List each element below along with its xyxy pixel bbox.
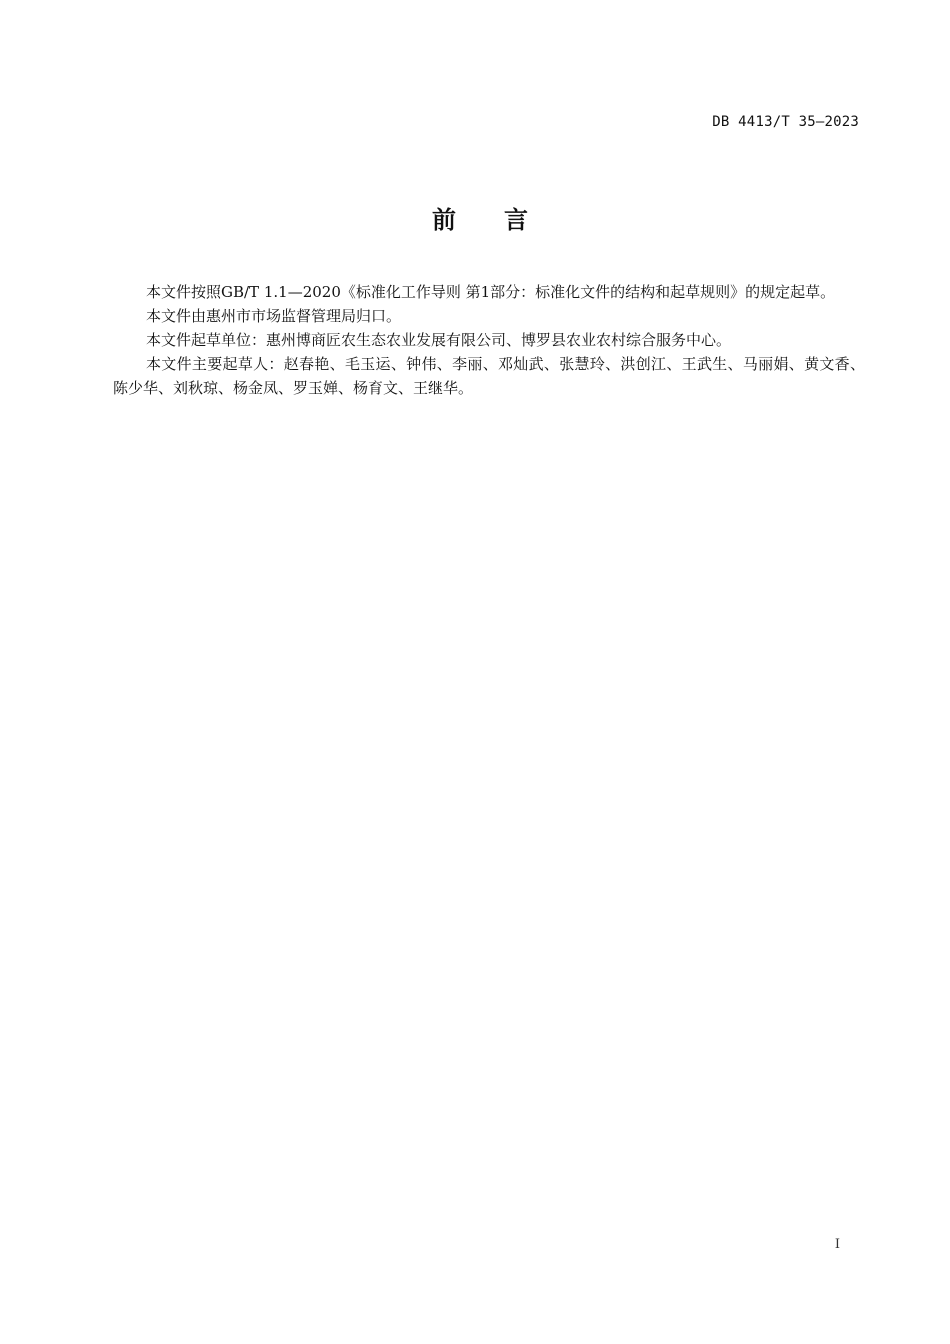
paragraph-administrator: 本文件由惠州市市场监督管理局归口。 <box>146 307 402 325</box>
page-number: I <box>834 1237 840 1252</box>
foreword-body <box>113 280 865 400</box>
paragraph-drafting-basis: 本文件按照GB/T 1.1—2020《标准化工作导则 第1部分：标准化文件的结构和起草规则》的规定起草。 <box>146 283 836 301</box>
page-title: 前言 <box>432 206 576 234</box>
paragraph-drafting-units: 本文件起草单位：惠州博商匠农生态农业发展有限公司、博罗县农业农村综合服务中心。 <box>146 331 732 349</box>
document-code: DB 4413/T 35—2023 <box>712 114 859 130</box>
paragraph-drafters: 本文件主要起草人：赵春艳、毛玉运、钟伟、李丽、邓灿武、张慧玲、洪创江、王武生、马丽娟、黄文香、陈少华、刘秋琼、杨金凤、罗玉婵、杨育文、王继华。 <box>113 355 865 397</box>
